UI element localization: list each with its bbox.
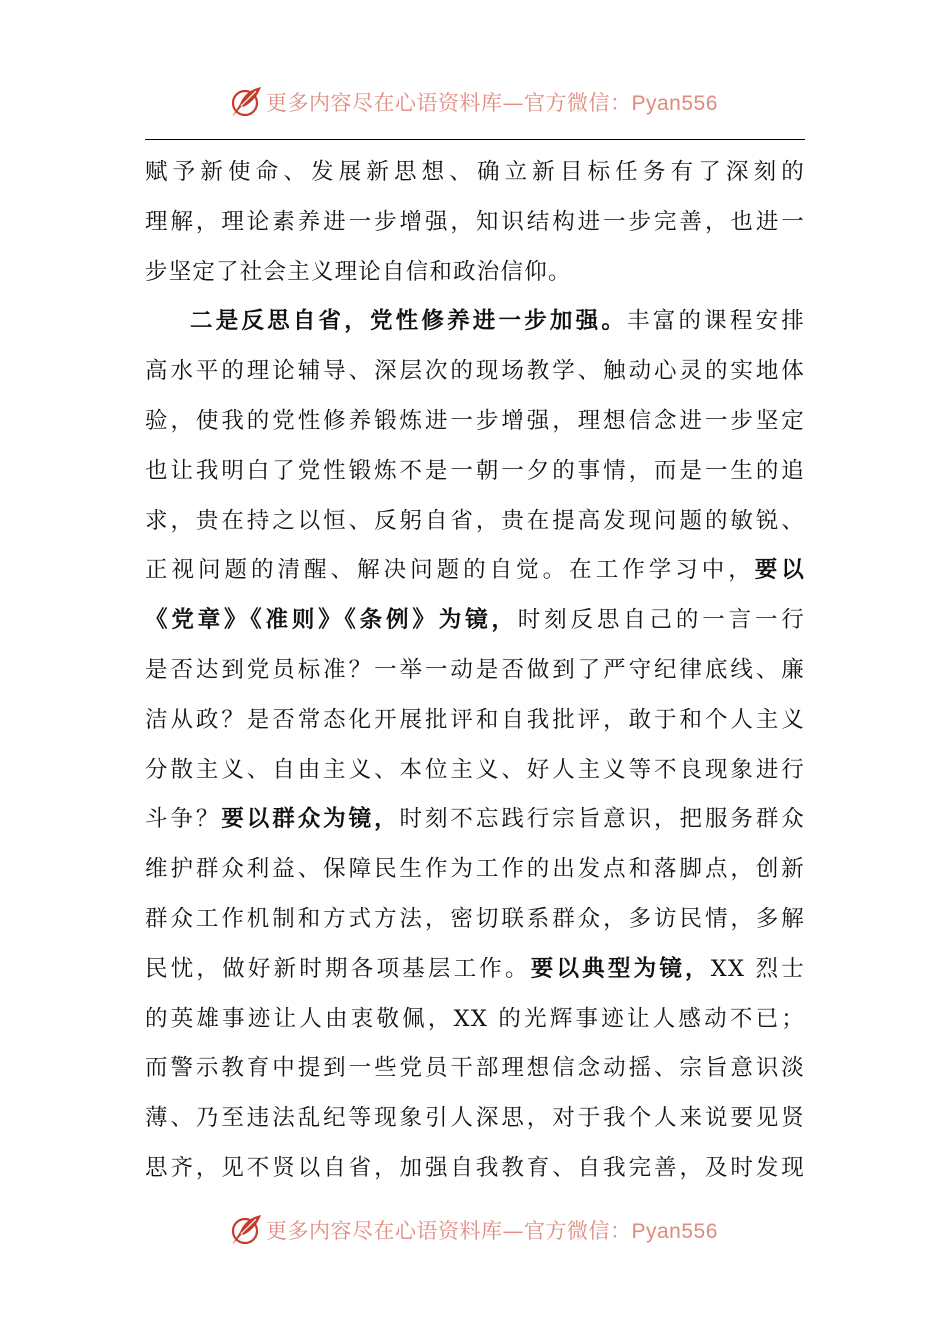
line: 《党章》《准则》《条例》为镜，时刻反思自己的一言一行: [145, 607, 805, 634]
line: 赋予新使命、发展新思想、确立新目标任务有了深刻的: [145, 159, 805, 185]
line: 求，贵在持之以恒、反躬自省，贵在提高发现问题的敏锐、: [145, 507, 805, 534]
header-rule: [145, 139, 805, 140]
line: 正视问题的清醒、解决问题的自觉。在工作学习中，要以: [145, 557, 805, 584]
line: 而警示教育中提到一些党员干部理想信念动摇、宗旨意识淡: [145, 1055, 805, 1082]
line: 洁从政？是否常态化开展批评和自我批评，敢于和个人主义: [145, 706, 805, 733]
watermark-text: 更多内容尽在心语资料库—官方微信：Pyan556: [266, 1219, 718, 1243]
bold-phrase: 要以群众为镜，: [221, 806, 400, 833]
quill-pen-logo-icon: [228, 84, 264, 120]
line: 分散主义、自由主义、本位主义、好人主义等不良现象进行: [145, 756, 805, 783]
line: 斗争？要以群众为镜，时刻不忘践行宗旨意识，把服务群众: [145, 806, 806, 833]
bold-phrase: 要以: [754, 557, 805, 584]
line: 验，使我的党性修养锻炼进一步增强，理想信念进一步坚定: [145, 407, 805, 434]
line: 高水平的理论辅导、深层次的现场教学、触动心灵的实地体: [145, 358, 805, 385]
watermark-text: 更多内容尽在心语资料库—官方微信：Pyan556: [266, 91, 718, 115]
line: 思齐，见不贤以自省，加强自我教育、自我完善，及时发现: [145, 1154, 805, 1181]
line: 薄、乃至违法乱纪等现象引人深思，对于我个人来说要见贤: [145, 1105, 805, 1132]
line: 二是反思自省，党性修养进一步加强。丰富的课程安排: [190, 308, 805, 335]
body-text: [145, 148, 805, 1194]
line: 民忧，做好新时期各项基层工作。要以典型为镜，XX 烈士: [145, 955, 805, 982]
line: 是否达到党员标准？一举一动是否做到了严守纪律底线、廉: [145, 656, 805, 683]
bold-heading: 二是反思自省，党性修养进一步加强。: [190, 308, 628, 335]
line: 群众工作机制和方式方法，密切联系群众，多访民情，多解: [145, 905, 805, 932]
footer-watermark: [228, 1210, 718, 1250]
line: 理解，理论素养进一步增强，知识结构进一步完善，也进一: [145, 208, 805, 235]
line: 的英雄事迹让人由衷敬佩，XX 的光辉事迹让人感动不已；: [145, 1005, 805, 1032]
line: 维护群众利益、保障民生作为工作的出发点和落脚点，创新: [145, 856, 805, 883]
bold-phrase: 要以典型为镜，: [530, 955, 711, 982]
line: 步坚定了社会主义理论自信和政治信仰。: [145, 258, 572, 285]
bold-phrase: 《党章》《准则》《条例》为镜，: [145, 607, 518, 634]
quill-pen-logo-icon: [228, 1212, 264, 1248]
header-watermark: [228, 82, 718, 122]
line: 也让我明白了党性锻炼不是一朝一夕的事情，而是一生的追: [145, 457, 805, 484]
